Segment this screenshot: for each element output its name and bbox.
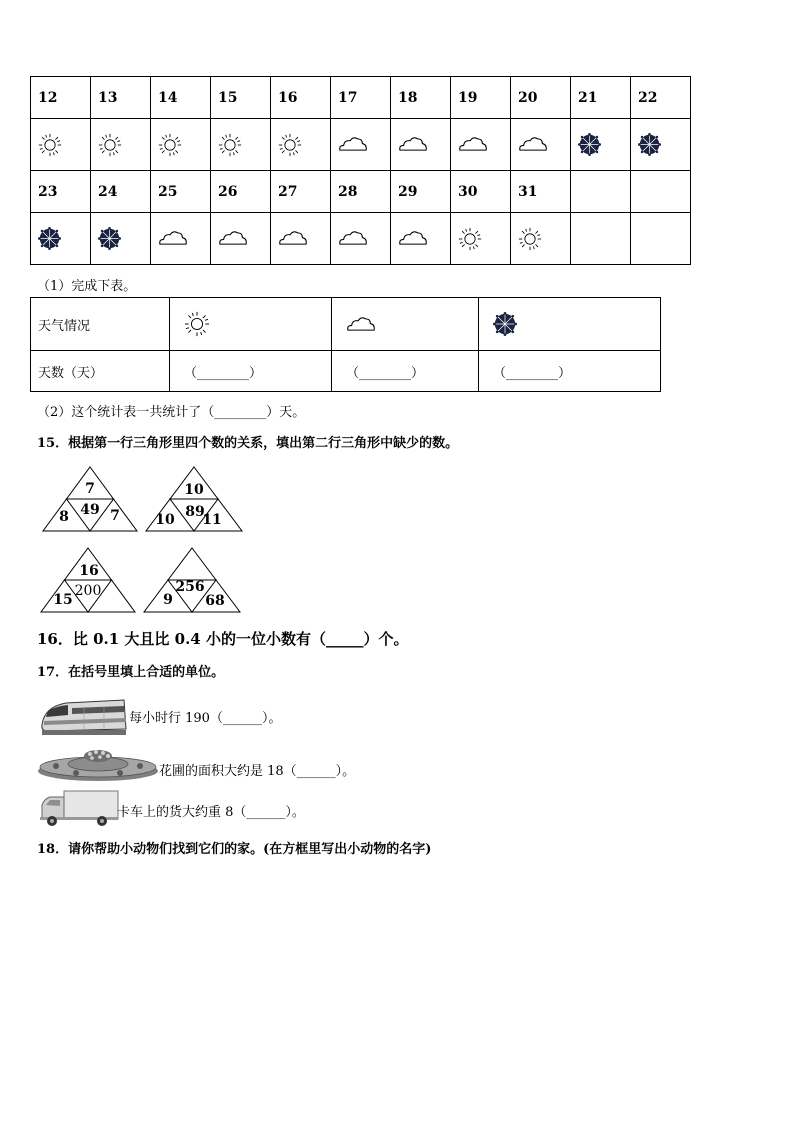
- q17-item-2: 花圃的面积大约是 18（______）。: [159, 764, 356, 779]
- triangle-top-number: 10: [184, 482, 204, 498]
- calendar-date-cell: 14: [151, 77, 211, 119]
- snowflake-icon: [578, 133, 601, 156]
- cloud-icon: [398, 135, 428, 154]
- snowflake-icon: [638, 133, 661, 156]
- train-icon: [38, 695, 128, 737]
- triangle-top-number: 7: [85, 481, 95, 497]
- calendar-weather-cell: [631, 119, 691, 171]
- calendar-date-cell: 21: [571, 77, 631, 119]
- question-17: 17．在括号里填上合适的单位。: [37, 665, 225, 680]
- calendar-date-cell: 30: [451, 171, 511, 213]
- weather-header-cell: 天气情况: [31, 298, 170, 351]
- sun-icon: [218, 133, 242, 157]
- triangle-right-number: 68: [205, 593, 225, 609]
- snowflake-icon: [38, 227, 61, 250]
- q17-item-3: 卡车上的货大约重 8（______）。: [117, 805, 305, 820]
- calendar-date-cell: 25: [151, 171, 211, 213]
- calendar-weather-cell: [451, 213, 511, 265]
- calendar-weather-cell: [571, 119, 631, 171]
- triangle-center-number: 256: [175, 579, 205, 595]
- calendar-date-cell: 23: [31, 171, 91, 213]
- calendar-weather-cell: [391, 213, 451, 265]
- calendar-weather-cell: [91, 213, 151, 265]
- snowflake-icon: [98, 227, 121, 250]
- calendar-weather-row: [31, 119, 691, 171]
- sun-icon: [458, 227, 482, 251]
- calendar-date-cell: 12: [31, 77, 91, 119]
- calendar-weather-cell: [211, 119, 271, 171]
- triangle-left-number: 8: [59, 509, 69, 525]
- calendar-date-cell: 26: [211, 171, 271, 213]
- calendar-date-cell: 28: [331, 171, 391, 213]
- cloud-icon: [218, 229, 248, 248]
- calendar-weather-row: [31, 213, 691, 265]
- cloud-icon: [398, 229, 428, 248]
- sun-days-blank[interactable]: （________）: [170, 351, 332, 392]
- calendar-empty-cell: [631, 213, 691, 265]
- calendar-weather-cell: [331, 119, 391, 171]
- part2-question: （2）这个统计表一共统计了（________）天。: [37, 405, 306, 420]
- calendar-date-cell: 19: [451, 77, 511, 119]
- calendar-date-cell: 27: [271, 171, 331, 213]
- calendar-empty-cell: [571, 213, 631, 265]
- calendar-weather-cell: [511, 119, 571, 171]
- garden-icon: [36, 744, 160, 784]
- calendar-weather-cell: [31, 213, 91, 265]
- triangle-left-number: 15: [53, 592, 73, 608]
- number-triangle-2: [145, 466, 243, 532]
- days-header-cell: 天数（天）: [31, 351, 170, 392]
- cloud-icon: [278, 229, 308, 248]
- question-16: 16．比 0.1 大且比 0.4 小的一位小数有（_____）个。: [37, 630, 409, 648]
- q17-item-1: 每小时行 190（______）。: [129, 711, 282, 726]
- triangle-left-number: 10: [155, 512, 175, 528]
- triangle-right-number: 11: [202, 512, 222, 528]
- summary-snow-cell: [479, 298, 661, 351]
- calendar-weather-cell: [211, 213, 271, 265]
- sun-icon: [518, 227, 542, 251]
- cloud-icon: [338, 229, 368, 248]
- sun-icon: [278, 133, 302, 157]
- cloud-icon: [458, 135, 488, 154]
- calendar-weather-cell: [31, 119, 91, 171]
- cloud-icon: [518, 135, 548, 154]
- cloud-icon: [158, 229, 188, 248]
- calendar-date-cell: 16: [271, 77, 331, 119]
- snowflake-icon: [493, 312, 517, 336]
- summary-sun-cell: [170, 298, 332, 351]
- triangle-left-number: 9: [163, 592, 173, 608]
- calendar-date-cell: 17: [331, 77, 391, 119]
- sun-icon: [184, 311, 210, 337]
- sun-icon: [158, 133, 182, 157]
- calendar-weather-cell: [271, 119, 331, 171]
- cloud-days-blank[interactable]: （________）: [332, 351, 479, 392]
- calendar-weather-cell: [451, 119, 511, 171]
- calendar-weather-cell: [151, 213, 211, 265]
- calendar-date-cell: 29: [391, 171, 451, 213]
- calendar-date-cell: 22: [631, 77, 691, 119]
- triangle-top-number: 16: [79, 563, 99, 579]
- calendar-empty-cell: [631, 171, 691, 213]
- calendar-weather-cell: [91, 119, 151, 171]
- calendar-date-cell: 20: [511, 77, 571, 119]
- calendar-weather-cell: [511, 213, 571, 265]
- truck-icon: [38, 789, 120, 827]
- part1-label: （1）完成下表。: [37, 279, 137, 294]
- triangle-center-number: 89: [185, 504, 205, 520]
- question-18: 18．请你帮助小动物们找到它们的家。(在方框里写出小动物的名字): [37, 842, 432, 857]
- calendar-weather-cell: [151, 119, 211, 171]
- calendar-date-cell: 31: [511, 171, 571, 213]
- sun-icon: [98, 133, 122, 157]
- calendar-date-cell: 13: [91, 77, 151, 119]
- calendar-date-cell: 24: [91, 171, 151, 213]
- calendar-weather-cell: [391, 119, 451, 171]
- weather-summary-table: [30, 297, 661, 392]
- number-triangle-3: [40, 547, 136, 613]
- summary-cloud-cell: [332, 298, 479, 351]
- weather-calendar-table: [30, 76, 691, 265]
- snow-days-blank[interactable]: （________）: [479, 351, 661, 392]
- calendar-date-cell: 15: [211, 77, 271, 119]
- triangle-center-number: 200: [74, 583, 102, 599]
- calendar-weather-cell: [271, 213, 331, 265]
- calendar-date-row: [31, 77, 691, 119]
- question-15: 15．根据第一行三角形里四个数的关系，填出第二行三角形中缺少的数。: [37, 436, 459, 451]
- calendar-weather-cell: [331, 213, 391, 265]
- calendar-date-cell: 18: [391, 77, 451, 119]
- cloud-icon: [338, 135, 368, 154]
- sun-icon: [38, 133, 62, 157]
- triangle-right-number: 7: [110, 508, 120, 524]
- triangle-center-number: 49: [80, 502, 100, 518]
- number-triangle-1: [42, 466, 138, 532]
- cloud-icon: [346, 315, 376, 334]
- calendar-date-row: [31, 171, 691, 213]
- number-triangle-4: [143, 547, 241, 613]
- calendar-empty-cell: [571, 171, 631, 213]
